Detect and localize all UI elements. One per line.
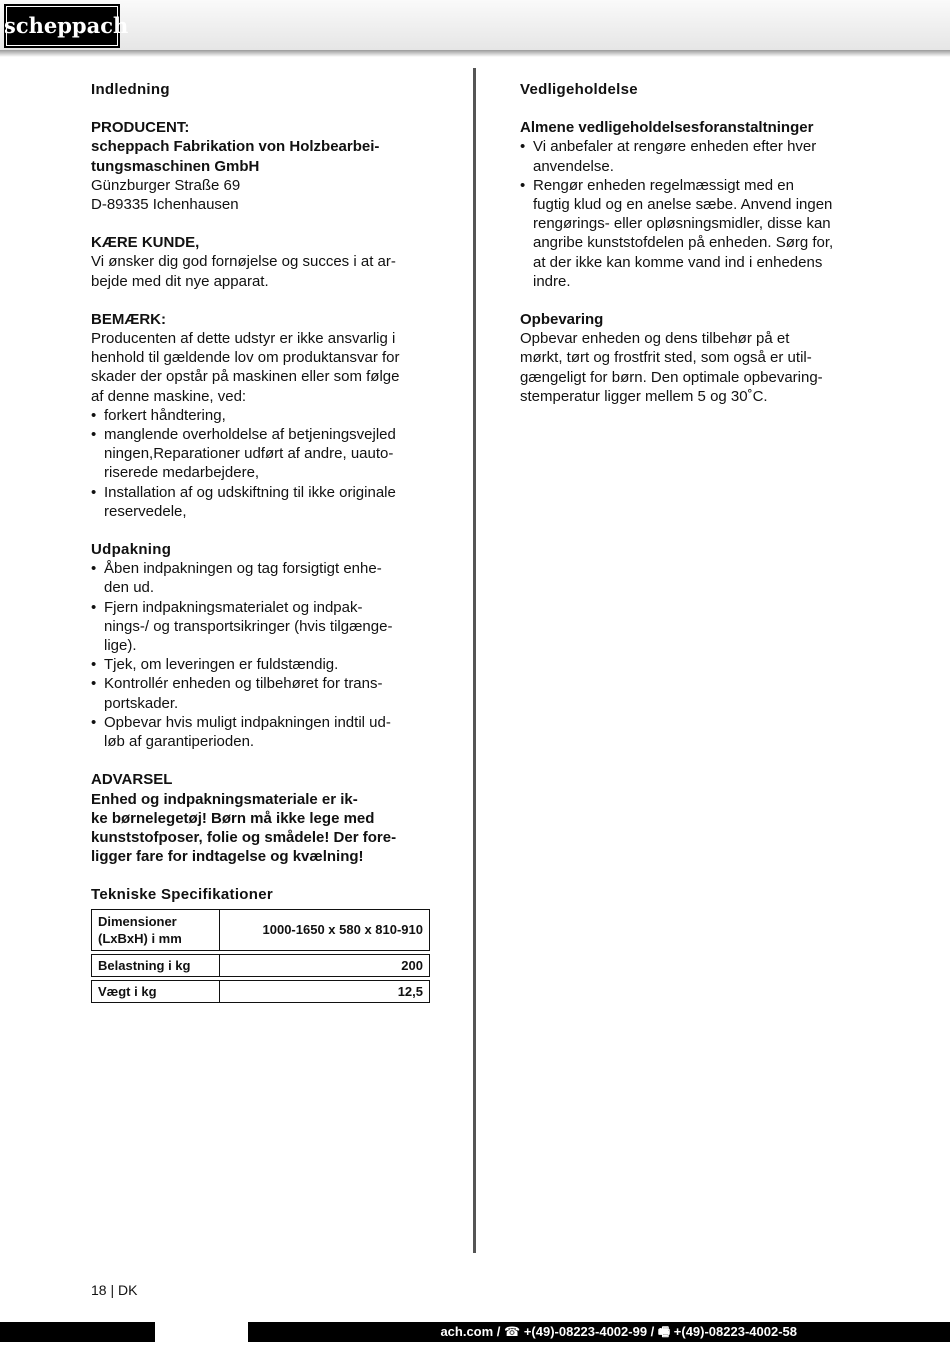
language-code: DK	[118, 1282, 138, 1298]
note-line: af denne maskine, ved:	[91, 387, 247, 405]
list-item-text: • Tjek, om leveringen er fuldstændig.	[104, 656, 339, 674]
list-item	[91, 655, 431, 674]
list-item-text: lige).	[104, 637, 137, 655]
list-item	[520, 137, 865, 175]
note-line: Producenten af dette udstyr er ikke ansvarlig i	[91, 330, 396, 348]
storage-line: stemperatur ligger mellem 5 og 30˚C.	[520, 387, 768, 405]
producer-line: tungsmaschinen GmbH	[91, 157, 260, 175]
storage-line: mørkt, tørt og frostfrit sted, som også er util-	[520, 349, 812, 367]
spec-label: Dimensioner	[98, 913, 177, 929]
spec-table	[91, 909, 430, 1003]
table-cell-label: Vægt i kg	[92, 980, 220, 1002]
note-bullets	[91, 406, 431, 521]
list-item-text: anvendelse.	[533, 157, 614, 175]
storage-line: Opbevar enheden og dens tilbehør på et	[520, 330, 790, 348]
warning-block	[91, 770, 431, 866]
intro-heading: Indledning	[91, 81, 170, 98]
list-item	[520, 176, 865, 291]
list-item-text: • forkert håndtering,	[104, 406, 226, 424]
unpacking-block	[91, 540, 431, 751]
list-item-text: portskader.	[104, 694, 179, 712]
unpacking-bullets	[91, 559, 431, 751]
page-separator: |	[110, 1282, 115, 1298]
note-line: skader der opstår på maskinen eller som følge	[91, 368, 400, 386]
storage-block	[520, 310, 865, 406]
specs-block	[91, 885, 431, 1002]
list-item-text: reservedele,	[104, 502, 187, 520]
list-item	[91, 483, 431, 521]
list-item-text: nings-/ og transportsikringer (hvis tilgænge-	[104, 617, 393, 635]
list-item	[91, 713, 431, 751]
list-item-text: • Åben indpakningen og tag forsigtigt enhe-	[104, 560, 382, 578]
specs-heading: Tekniske Specifikationer	[91, 886, 273, 904]
header-shadow	[0, 50, 950, 57]
list-item-text: den ud.	[104, 579, 155, 597]
general-maintenance-block	[520, 118, 865, 291]
maintenance-bullets	[520, 137, 865, 291]
producer-line: scheppach Fabrikation von Holzbearbei-	[91, 138, 380, 156]
customer-line: Vi ønsker dig god fornøjelse og succes i at ar-	[91, 253, 396, 271]
warning-label: ADVARSEL	[91, 771, 173, 789]
list-item	[91, 674, 431, 712]
footer-contact: ach.com / ☎ +(49)-08223-4002-99 / 🖷 +(49)-08223-4002-58	[440, 1324, 797, 1339]
list-item-text: • Fjern indpakningsmaterialet og indpak-	[104, 598, 363, 616]
warning-line: Enhed og indpakningsmateriale er ik-	[91, 790, 358, 808]
list-item-text: angribe kunststofdelen på enheden. Sørg for,	[533, 234, 834, 252]
unpacking-heading: Udpakning	[91, 541, 172, 559]
list-item-text: ningen,Reparationer udført af andre, uauto-	[104, 445, 394, 463]
table-cell-value: 12,5	[219, 980, 429, 1002]
list-item-text: indre.	[533, 272, 571, 290]
list-item	[91, 598, 431, 656]
note-line: henhold til gældende lov om produktansvar for	[91, 349, 400, 367]
producer-label: PRODUCENT:	[91, 119, 190, 137]
spec-label: (LxBxH) i mm	[98, 930, 182, 946]
list-item	[91, 406, 431, 425]
list-item-text: riserede medarbejdere,	[104, 464, 260, 482]
scheppach-logo: scheppach	[4, 4, 120, 48]
list-item-text: • manglende overholdelse af betjeningsvejled	[104, 426, 396, 444]
list-item-text: at der ikke kan komme vand ind i enhedens	[533, 253, 823, 271]
table-row	[92, 909, 430, 950]
table-cell-value: 200	[219, 954, 429, 976]
general-maintenance-heading: Almene vedligeholdelsesforanstaltninger	[520, 119, 814, 137]
customer-label: KÆRE KUNDE,	[91, 234, 200, 252]
list-item-text: • Kontrollér enheden og tilbehøret for trans-	[104, 675, 383, 693]
list-item-text: • Rengør enheden regelmæssigt med en	[533, 176, 794, 194]
header-bar	[0, 0, 950, 51]
producer-line: Günzburger Straße 69	[91, 176, 241, 194]
page-number-value: 18	[91, 1282, 107, 1298]
note-block	[91, 310, 431, 521]
list-item-text: • Opbevar hvis muligt indpakningen indtil ud-	[104, 713, 391, 731]
list-item-text: rengørings- eller opløsningsmidler, disse kan	[533, 215, 831, 233]
table-cell-label: Belastning i kg	[92, 954, 220, 976]
table-cell-label	[92, 909, 220, 950]
left-column	[91, 80, 431, 1003]
list-item-text: • Vi anbefaler at rengøre enheden efter hver	[533, 138, 817, 156]
list-item-text: fugtig klud og en anelse sæbe. Anvend ingen	[533, 196, 833, 214]
customer-line: bejde med dit nye apparat.	[91, 272, 269, 290]
maintenance-heading: Vedligeholdelse	[520, 81, 638, 98]
warning-line: ke børnelegetøj! Børn må ikke lege med	[91, 809, 375, 827]
producer-block	[91, 118, 431, 214]
list-item	[91, 559, 431, 597]
note-label: BEMÆRK:	[91, 310, 166, 328]
storage-line: gængeligt for børn. Den optimale opbevaring-	[520, 368, 823, 386]
customer-block	[91, 233, 431, 291]
storage-heading: Opbevaring	[520, 311, 604, 329]
list-item-text: løb af garantiperioden.	[104, 733, 255, 751]
page-number	[91, 1281, 137, 1300]
list-item	[91, 425, 431, 483]
table-cell-value: 1000-1650 x 580 x 810-910	[219, 909, 429, 950]
footer-white-block	[155, 1322, 248, 1342]
table-row	[92, 954, 430, 976]
column-divider	[473, 68, 476, 1253]
warning-line: ligger fare for indtagelse og kvælning!	[91, 848, 364, 866]
right-column	[520, 80, 865, 406]
table-row	[92, 980, 430, 1002]
list-item-text: • Installation af og udskiftning til ikke originale	[104, 483, 396, 501]
warning-line: kunststofposer, folie og smådele! Der fore-	[91, 828, 397, 846]
producer-line: D-89335 Ichenhausen	[91, 196, 239, 214]
